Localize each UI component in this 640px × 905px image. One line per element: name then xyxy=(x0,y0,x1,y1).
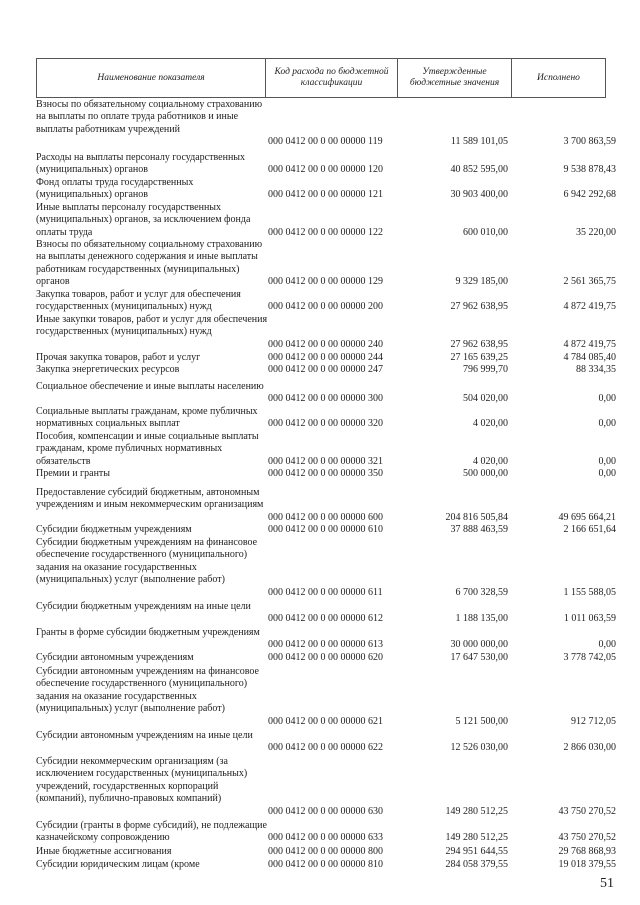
row-name: Иные выплаты персоналу государственных (муниципальных) органов, за исключением фонда оплаты труда xyxy=(36,202,251,238)
table-row xyxy=(36,202,616,239)
row-name: Субсидии автономным учреждениям на иные цели xyxy=(36,730,253,741)
table-row xyxy=(36,431,616,468)
header-code: Код расхода по бюджетной классификации xyxy=(266,59,398,97)
row-approved: 27 962 638,95 xyxy=(450,338,508,350)
row-name: Взносы по обязательному социальному страхованию на выплаты денежного содержания и иные выплаты работникам государственных (муниципальных) органов xyxy=(36,239,263,288)
row-code: 000 0412 00 0 00 00000 120 xyxy=(268,164,383,176)
row-executed: 2 166 651,64 xyxy=(563,524,616,535)
row-code: 000 0412 00 0 00 00000 121 xyxy=(268,189,383,201)
row-code: 000 0412 00 0 00 00000 621 xyxy=(268,715,383,727)
row-approved: 4 020,00 xyxy=(473,455,508,467)
row-executed: 3 700 863,59 xyxy=(563,136,616,148)
row-code: 000 0412 00 0 00 00000 244 xyxy=(268,352,383,363)
row-executed: 19 018 379,55 xyxy=(558,859,616,870)
table-row xyxy=(36,289,616,314)
row-name: Пособия, компенсации и иные социальные выплаты гражданам, кроме публичных нормативных обязательств xyxy=(36,431,259,467)
row-executed: 43 750 270,52 xyxy=(558,805,616,817)
row-code: 000 0412 00 0 00 00000 321 xyxy=(268,455,383,467)
row-code: 000 0412 00 0 00 00000 622 xyxy=(268,742,383,754)
row-executed: 0,00 xyxy=(598,639,616,651)
table-row xyxy=(36,406,616,431)
table-row xyxy=(36,487,616,524)
row-approved: 5 121 500,00 xyxy=(455,715,508,727)
table-row xyxy=(36,152,616,177)
table-row xyxy=(36,846,616,858)
row-executed: 3 778 742,05 xyxy=(563,652,616,663)
row-name: Расходы на выплаты персоналу государственных (муниципальных) органов xyxy=(36,152,246,176)
row-name: Иные закупки товаров, работ и услуг для обеспечения государственных (муниципальных) нужд xyxy=(36,314,268,338)
row-code: 000 0412 00 0 00 00000 320 xyxy=(268,418,383,430)
row-name: Прочая закупка товаров, работ и услуг xyxy=(36,352,201,363)
table-row xyxy=(36,364,616,376)
table-header xyxy=(36,58,606,98)
row-code: 000 0412 00 0 00 00000 611 xyxy=(268,586,383,598)
row-executed: 88 334,35 xyxy=(576,364,616,375)
row-executed: 29 768 868,93 xyxy=(558,846,616,857)
row-approved: 504 020,00 xyxy=(463,393,508,405)
row-code: 000 0412 00 0 00 00000 600 xyxy=(268,511,383,523)
table-row xyxy=(36,524,616,536)
row-code: 000 0412 00 0 00 00000 613 xyxy=(268,639,383,651)
row-name: Фонд оплаты труда государственных (муниципальных) органов xyxy=(36,177,194,201)
row-approved: 17 647 530,00 xyxy=(450,652,508,663)
row-approved: 149 280 512,25 xyxy=(445,832,508,844)
table-row xyxy=(36,820,616,845)
row-executed: 43 750 270,52 xyxy=(558,832,616,844)
row-name: Субсидии (гранты в форме субсидий), не подлежащие казначейскому сопровождению xyxy=(36,820,267,844)
row-name: Субсидии бюджетным учреждениям на финансовое обеспечение государственного (муниципального) задания на оказание государственных (муниципальных) услуг (выполнение работ) xyxy=(36,537,258,586)
row-approved: 284 058 379,55 xyxy=(445,859,508,870)
row-executed: 0,00 xyxy=(598,393,616,405)
header-approved: Утвержденные бюджетные значения xyxy=(398,59,512,97)
table-row xyxy=(36,756,616,818)
row-approved: 27 962 638,95 xyxy=(450,301,508,313)
row-executed: 2 866 030,00 xyxy=(563,742,616,754)
row-approved: 4 020,00 xyxy=(473,418,508,430)
row-code: 000 0412 00 0 00 00000 350 xyxy=(268,468,383,479)
row-code: 000 0412 00 0 00 00000 800 xyxy=(268,846,383,857)
row-code: 000 0412 00 0 00 00000 200 xyxy=(268,301,383,313)
row-approved: 796 999,70 xyxy=(463,364,508,375)
row-code: 000 0412 00 0 00 00000 630 xyxy=(268,805,383,817)
table-row xyxy=(36,627,616,652)
row-executed: 0,00 xyxy=(598,455,616,467)
row-name: Субсидии некоммерческим организациям (за исключением государственных (муниципальных) учреждений, государственных корпораций (компаний), публично-правовых компаний) xyxy=(36,756,248,805)
table-row xyxy=(36,601,616,626)
row-approved: 30 000 000,00 xyxy=(450,639,508,651)
row-name: Взносы по обязательному социальному страхованию на выплаты по оплате труда работников и иные выплаты работникам учреждений xyxy=(36,99,263,135)
row-executed: 0,00 xyxy=(598,418,616,430)
row-approved: 1 188 135,00 xyxy=(455,613,508,625)
row-approved: 6 700 328,59 xyxy=(455,586,508,598)
table-row xyxy=(36,666,616,728)
row-executed: 2 561 365,75 xyxy=(563,276,616,288)
table-row xyxy=(36,99,616,149)
row-approved: 500 000,00 xyxy=(463,468,508,479)
page-number: 51 xyxy=(600,876,614,891)
row-name: Субсидии юридическим лицам (кроме xyxy=(36,859,200,870)
header-name: Наименование показателя xyxy=(37,59,266,97)
row-name: Закупка товаров, работ и услуг для обеспечения государственных (муниципальных) нужд xyxy=(36,289,241,313)
row-approved: 11 589 101,05 xyxy=(450,136,508,148)
row-executed: 4 784 085,40 xyxy=(563,352,616,363)
row-executed: 912 712,05 xyxy=(571,715,616,727)
row-code: 000 0412 00 0 00 00000 612 xyxy=(268,613,383,625)
table-row xyxy=(36,314,616,351)
row-name: Субсидии бюджетным учреждениям xyxy=(36,524,192,535)
row-name: Иные бюджетные ассигнования xyxy=(36,846,172,857)
row-approved: 12 526 030,00 xyxy=(450,742,508,754)
row-executed: 35 220,00 xyxy=(576,226,616,238)
table-row xyxy=(36,652,616,664)
table-row xyxy=(36,730,616,755)
row-executed: 4 872 419,75 xyxy=(563,301,616,313)
header-executed: Исполнено xyxy=(537,72,580,83)
row-executed: 4 872 419,75 xyxy=(563,338,616,350)
row-code: 000 0412 00 0 00 00000 300 xyxy=(268,393,383,405)
table-row xyxy=(36,537,616,599)
row-approved: 40 852 595,00 xyxy=(450,164,508,176)
table-row xyxy=(36,177,616,202)
row-approved: 37 888 463,59 xyxy=(450,524,508,535)
row-approved: 294 951 644,55 xyxy=(445,846,508,857)
row-code: 000 0412 00 0 00 00000 240 xyxy=(268,338,383,350)
row-code: 000 0412 00 0 00 00000 129 xyxy=(268,276,383,288)
row-executed: 1 155 588,05 xyxy=(563,586,616,598)
table-row xyxy=(36,381,616,406)
row-code: 000 0412 00 0 00 00000 810 xyxy=(268,859,383,870)
row-code: 000 0412 00 0 00 00000 247 xyxy=(268,364,383,375)
row-executed: 1 011 063,59 xyxy=(563,613,616,625)
row-approved: 9 329 185,00 xyxy=(455,276,508,288)
row-executed: 6 942 292,68 xyxy=(563,189,616,201)
row-approved: 27 165 639,25 xyxy=(450,352,508,363)
row-executed: 0,00 xyxy=(598,468,616,479)
row-name: Социальное обеспечение и иные выплаты населению xyxy=(36,381,264,392)
row-executed: 9 538 878,43 xyxy=(563,164,616,176)
row-name: Субсидии автономным учреждениям на финансовое обеспечение государственного (муниципального) задания на оказание государственных (муниципальных) услуг (выполнение работ) xyxy=(36,666,259,715)
row-code: 000 0412 00 0 00 00000 610 xyxy=(268,524,383,535)
row-approved: 149 280 512,25 xyxy=(445,805,508,817)
row-approved: 30 903 400,00 xyxy=(450,189,508,201)
row-name: Премии и гранты xyxy=(36,468,111,479)
row-code: 000 0412 00 0 00 00000 633 xyxy=(268,832,383,844)
row-name: Закупка энергетических ресурсов xyxy=(36,364,180,375)
row-code: 000 0412 00 0 00 00000 119 xyxy=(268,136,383,148)
row-code: 000 0412 00 0 00 00000 122 xyxy=(268,226,383,238)
row-name: Гранты в форме субсидии бюджетным учреждениям xyxy=(36,627,260,638)
row-name: Социальные выплаты гражданам, кроме публичных нормативных социальных выплат xyxy=(36,406,258,430)
row-name: Субсидии бюджетным учреждениям на иные цели xyxy=(36,601,251,612)
row-code: 000 0412 00 0 00 00000 620 xyxy=(268,652,383,663)
row-approved: 204 816 505,84 xyxy=(445,511,508,523)
table-row xyxy=(36,859,616,871)
table-row xyxy=(36,352,616,364)
row-approved: 600 010,00 xyxy=(463,226,508,238)
row-executed: 49 695 664,21 xyxy=(558,511,616,523)
row-name: Субсидии автономным учреждениям xyxy=(36,652,194,663)
table-row xyxy=(36,239,616,289)
row-name: Предоставление субсидий бюджетным, автономным учреждениям и иным некоммерческим организациям xyxy=(36,487,264,511)
table-row xyxy=(36,468,616,480)
